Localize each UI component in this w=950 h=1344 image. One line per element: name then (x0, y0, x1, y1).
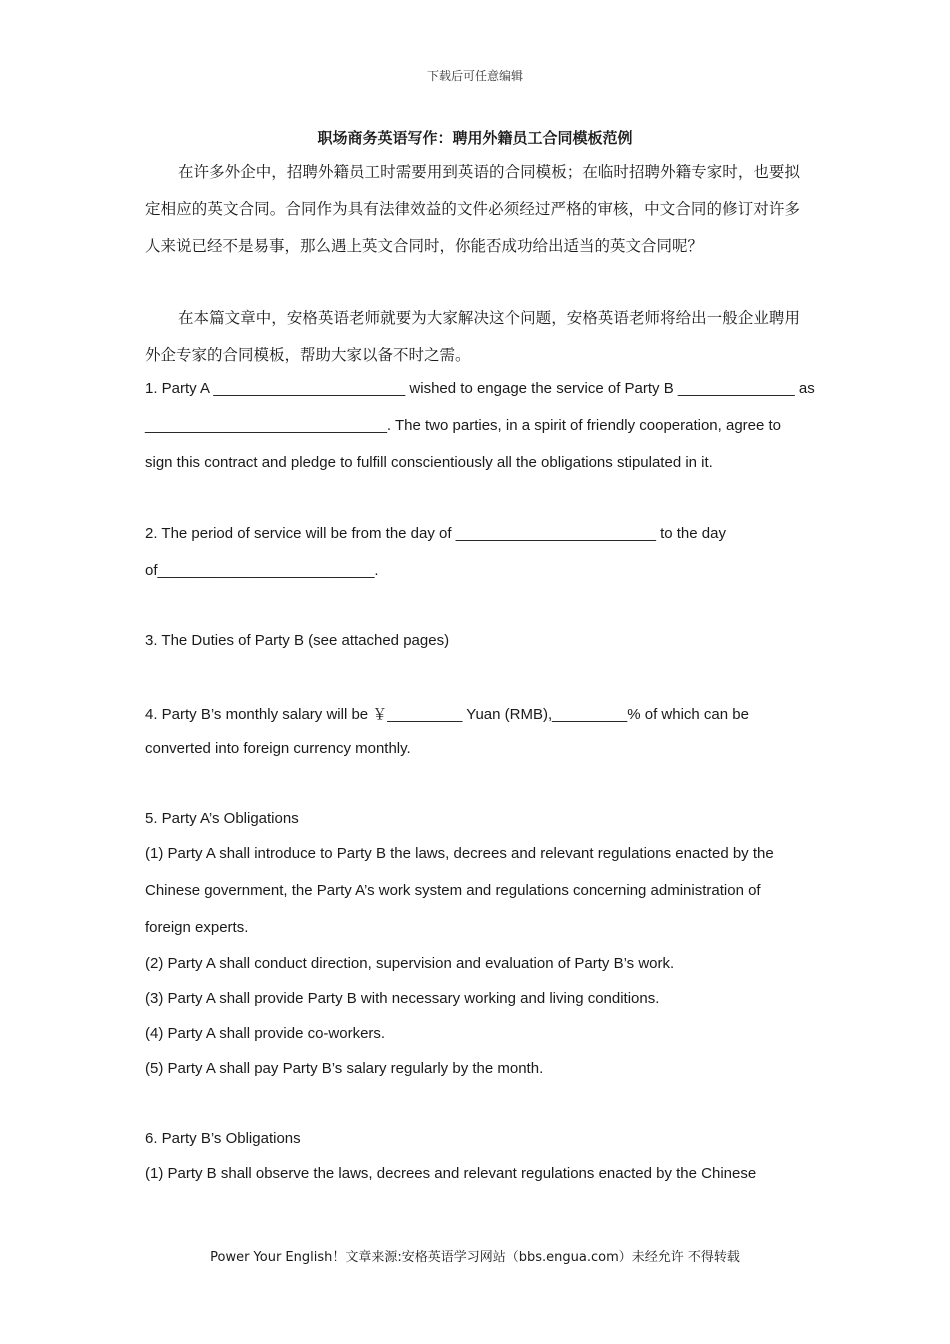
page-title: 职场商务英语写作：聘用外籍员工合同模板范例 (317, 129, 633, 147)
intro-paragraph-1: 在许多外企中，招聘外籍员工时需要用到英语的合同模板；在临时招聘外籍专家时，也要拟定相应的英文合同。合同作为具有法律效益的文件必须经过严格的审核，中文合同的修订对许多人来说已经不是易事，那么遇上英文合同时，你能否成功给出适当的英文合同呢？ (145, 163, 800, 255)
clause-2-line-1: 2. The period of service will be from the day of ________________________ to the day (145, 525, 726, 542)
clause-5-item-2: (2) Party A shall conduct direction, supervision and evaluation of Party B’s work. (145, 955, 675, 972)
clause-4-line-2: converted into foreign currency monthly. (145, 740, 411, 757)
clause-5-item-1-line-1: (1) Party A shall introduce to Party B the laws, decrees and relevant regulations enacted by the (145, 845, 774, 862)
clause-5-item-1-line-3: foreign experts. (145, 919, 249, 936)
clause-3: 3. The Duties of Party B (see attached pages) (145, 632, 450, 649)
clause-1-line-2: _____________________________. The two parties, in a spirit of friendly cooperation, agree to (145, 417, 782, 434)
clause-1-line-3: sign this contract and pledge to fulfill conscientiously all the obligations stipulated in it. (145, 454, 713, 471)
page-footer: Power Your English！文章来源:安格英语学习网站（bbs.engua.com）未经允许 不得转载 (210, 1250, 740, 1265)
clause-6-heading: 6. Party B’s Obligations (145, 1130, 301, 1147)
clause-5-heading: 5. Party A’s Obligations (145, 810, 299, 827)
clause-5-item-5: (5) Party A shall pay Party B’s salary regularly by the month. (145, 1060, 544, 1077)
clause-1-line-1: 1. Party A _______________________ wished to engage the service of Party B ______________ as (145, 380, 815, 397)
clause-4-line-1: 4. Party B’s monthly salary will be ￥_________ Yuan (RMB),_________% of which can be (145, 706, 749, 723)
clause-5-item-3: (3) Party A shall provide Party B with necessary working and living conditions. (145, 990, 660, 1007)
intro-paragraph-2: 在本篇文章中，安格英语老师就要为大家解决这个问题，安格英语老师将给出一般企业聘用外企专家的合同模板，帮助大家以备不时之需。 (145, 309, 800, 364)
clause-2-line-2: of__________________________. (145, 562, 379, 579)
clause-5-item-1-line-2: Chinese government, the Party A’s work system and regulations concerning administration of (145, 882, 761, 899)
clause-6-item-1-line-1: (1) Party B shall observe the laws, decrees and relevant regulations enacted by the Chinese (145, 1165, 757, 1182)
clause-5-item-4: (4) Party A shall provide co-workers. (145, 1025, 386, 1042)
page-header: 下载后可任意编辑 (426, 69, 523, 83)
